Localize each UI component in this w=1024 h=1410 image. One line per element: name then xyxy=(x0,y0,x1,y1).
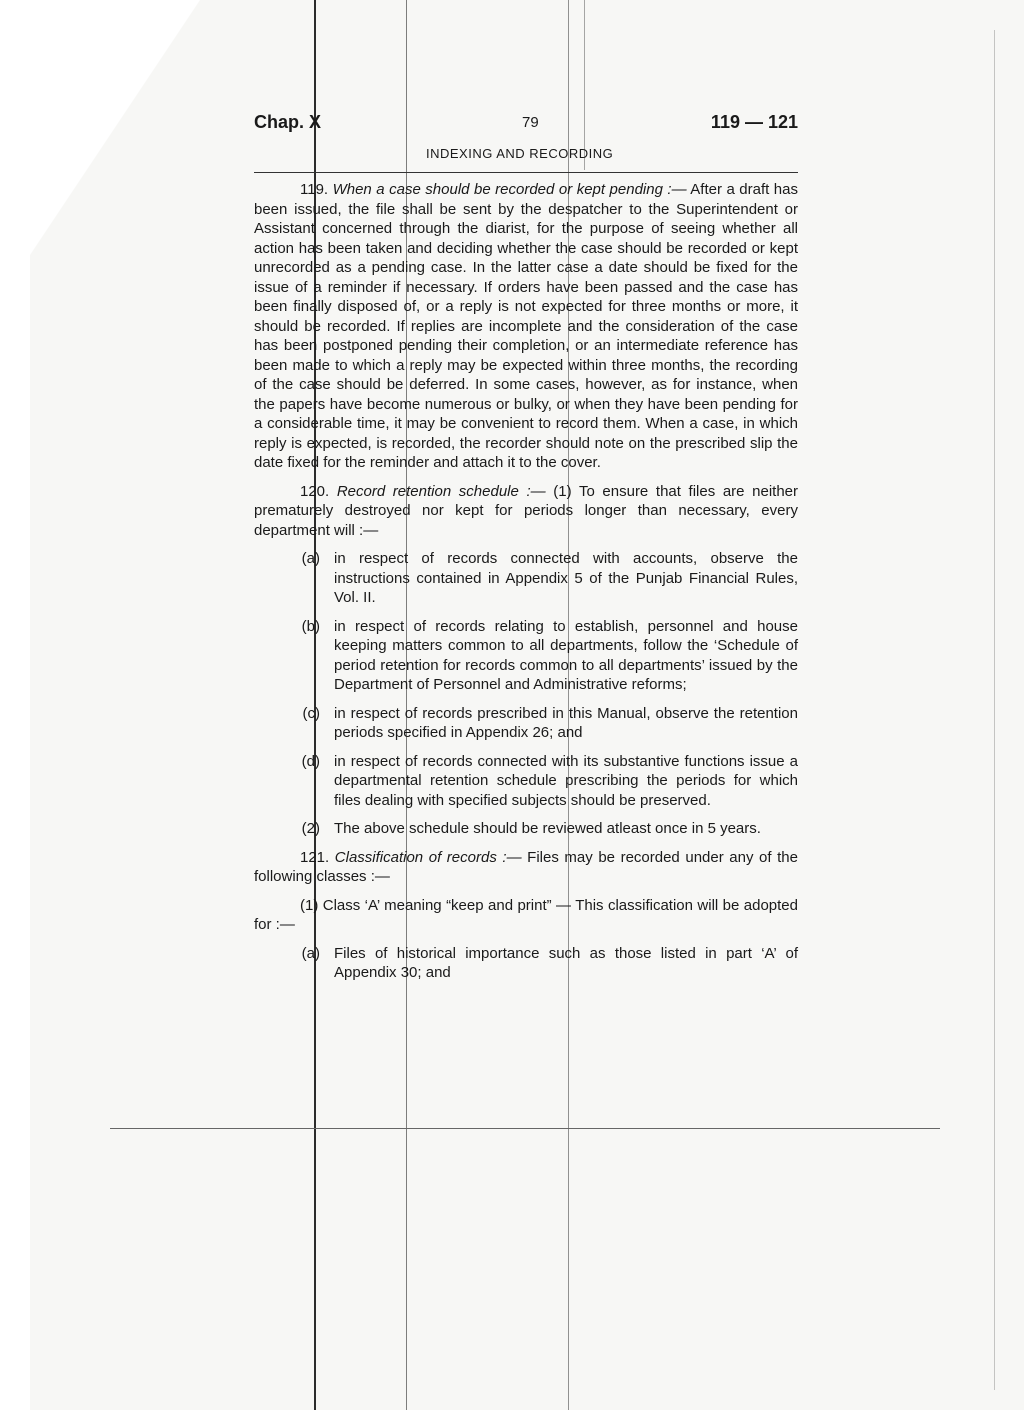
item-text: The above schedule should be reviewed atleast once in 5 years. xyxy=(334,820,761,837)
section-body: Files may be recorded under any of the following classes :— xyxy=(254,848,798,885)
section-121 xyxy=(254,848,798,887)
item-text: in respect of records connected with its substantive functions issue a departmental retention schedule prescribing the periods for which files dealing with specified subjects should be preserved. xyxy=(334,752,798,809)
running-subtitle: INDEXING AND RECORDING xyxy=(426,146,614,161)
item-text: in respect of records connected with accounts, observe the instructions contained in Appendix 5 of the Punjab Financial Rules, Vol. II. xyxy=(334,550,798,606)
section-range: 119 — 121 xyxy=(710,112,798,132)
section-number: 119. xyxy=(300,181,329,198)
item-text: in respect of records relating to establish, personnel and house keeping matters common to all departments, follow the ‘Schedule of period retention for records common to all departments’ issued by the Department of Personnel and Administrative reforms; xyxy=(334,617,798,693)
item-text: Files of historical importance such as those listed in part ‘A’ of Appendix 30; and xyxy=(334,944,798,981)
section-120 xyxy=(254,482,798,541)
section-intro: (1) To ensure that files are neither prematurely destroyed nor kept for periods longer than necessary, every department will :— xyxy=(254,482,798,539)
page-number: 79 xyxy=(522,114,539,131)
list-item xyxy=(254,944,798,983)
item-text: in respect of records prescribed in this Manual, observe the retention periods specified in Appendix 26; and xyxy=(334,704,798,741)
section-119 xyxy=(254,180,798,473)
list-item xyxy=(254,819,798,839)
page-header xyxy=(254,112,798,172)
class-a-paragraph: (1) Class ‘A’ meaning “keep and print” — This classification will be adopted for :— xyxy=(254,896,798,933)
section-heading: When a case should be recorded or kept pending :— xyxy=(332,181,687,198)
scan-fold-line xyxy=(994,30,995,1390)
item-label: (a) xyxy=(301,944,320,962)
scan-bottom-line xyxy=(110,1128,940,1129)
chapter-label: Chap. X xyxy=(254,112,322,132)
document-body xyxy=(254,180,798,992)
list-item xyxy=(254,549,798,608)
item-label: (b) xyxy=(301,617,320,635)
header-rule xyxy=(254,172,798,173)
section-body: After a draft has been issued, the file shall be sent by the despatcher to the Superintendent or Assistant concerned through the diarist, for the purpose of seeing whether all action has been taken and deciding whether the case should be recorded or kept unrecorded as a pending case. In the latter case a date should be fixed for the issue of a reminder if necessary. If orders have been passed and the case has been finally disposed of, or a reply is not expected for three months or more, it should be recorded. If replies are incomplete and the consideration of the case has been postponed pending their completion, or an intermediate reference has been made to which a reply may be expected within three months, the recording of the case should be deferred. In some cases, however, as for instance, when the papers have become numerous or bulky, or when they have been pending for a considerable time, it may be convenient to record them. When a case, in which reply is expected, is recorded, the recorder should note on the prescribed slip the date fixed for the reminder and attach it to the cover. xyxy=(254,181,798,471)
section-number: 120. xyxy=(300,482,330,500)
section-number: 121. xyxy=(300,848,330,866)
list-item xyxy=(254,617,798,695)
item-label: (d) xyxy=(301,752,320,770)
item-label: (2) xyxy=(301,820,320,837)
section-heading: Classification of records :— xyxy=(334,848,522,866)
item-label: (c) xyxy=(302,704,320,722)
page-fold xyxy=(0,0,200,300)
list-item xyxy=(254,704,798,743)
item-label: (a) xyxy=(301,550,320,567)
list-item xyxy=(254,752,798,811)
section-heading: Record retention schedule :— xyxy=(336,482,546,500)
